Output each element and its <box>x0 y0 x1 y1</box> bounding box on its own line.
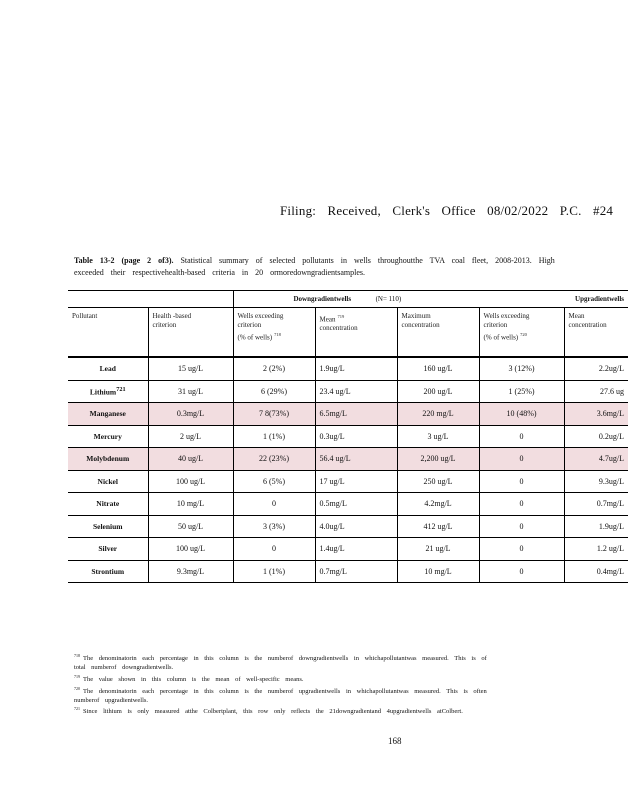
footnote-number: 720 <box>74 685 80 691</box>
cell-wells-exceeding: 7 8(73%) <box>233 403 315 426</box>
cell-maximum: 10 mg/L <box>397 560 479 583</box>
table-row <box>68 357 628 380</box>
caption-line-1: Statistical summary of selected pollutants in wells throughoutthe TVA coal fleet, 2008-2013. High <box>180 256 555 265</box>
cell-criterion: 10 mg/L <box>148 493 233 516</box>
footnote-line <box>74 705 618 717</box>
footnotes <box>74 652 618 717</box>
cell-up-mean: 0.4mg/L <box>564 560 628 583</box>
cell-up-mean: 27.6 ug <box>564 380 628 403</box>
footnote-ref: 720 <box>520 332 527 337</box>
footnote-ref: 718 <box>274 332 281 337</box>
footnote-line <box>74 673 618 685</box>
cell-up-wells-exceeding: 0 <box>479 560 564 583</box>
cell-up-wells-exceeding: 0 <box>479 515 564 538</box>
footnote-text: The denominatorin each percentage in this column is the numberof upgradientwells in whichapollutantwas measured. This is often <box>83 687 487 695</box>
cell-maximum: 220 mg/L <box>397 403 479 426</box>
header-up-wells-exceeding: Wells exceeding criterion (% of wells) $^{720}$ <box>479 308 564 358</box>
footnote-ref: 719 <box>337 314 345 319</box>
cell-mean: 6.5mg/L <box>315 403 397 426</box>
cell-wells-exceeding: 22 (23%) <box>233 448 315 471</box>
cell-up-mean: 0.7mg/L <box>564 493 628 516</box>
footnote-line <box>74 652 618 664</box>
table-row <box>68 493 628 516</box>
header-maximum: Maximum concentration <box>397 308 479 358</box>
upgradient-label: Upgradientwells <box>575 295 625 303</box>
cell-up-mean: 1.9ug/L <box>564 515 628 538</box>
cell-up-wells-exceeding: 3 (12%) <box>479 357 564 380</box>
cell-pollutant: Lead <box>68 357 148 380</box>
footnote-number: 718 <box>74 653 80 658</box>
header-up-mean: Mean concentration <box>564 308 628 358</box>
cell-criterion: 31 ug/L <box>148 380 233 403</box>
cell-mean: 23.4 ug/L <box>315 380 397 403</box>
cell-maximum: 21 ug/L <box>397 538 479 561</box>
pollutant-table <box>68 290 628 583</box>
header-pollutant: Pollutant <box>68 308 148 358</box>
cell-wells-exceeding: 3 (3%) <box>233 515 315 538</box>
footnote-line <box>74 697 618 706</box>
cell-pollutant: Strontium <box>68 560 148 583</box>
cell-wells-exceeding: 0 <box>233 493 315 516</box>
table-body <box>68 357 628 583</box>
cell-criterion: 0.3mg/L <box>148 403 233 426</box>
cell-up-wells-exceeding: 0 <box>479 448 564 471</box>
downgradient-label: Downgradientwells <box>293 295 352 303</box>
cell-criterion: 9.3mg/L <box>148 560 233 583</box>
cell-maximum: 2,200 ug/L <box>397 448 479 471</box>
cell-up-mean: 9.3ug/L <box>564 470 628 493</box>
cell-wells-exceeding: 1 (1%) <box>233 560 315 583</box>
cell-maximum: 3 ug/L <box>397 425 479 448</box>
downgradient-group-header <box>233 291 479 308</box>
cell-maximum: 250 ug/L <box>397 470 479 493</box>
cell-maximum: 412 ug/L <box>397 515 479 538</box>
cell-up-wells-exceeding: 1 (25%) <box>479 380 564 403</box>
cell-up-wells-exceeding: 0 <box>479 538 564 561</box>
cell-wells-exceeding: 6 (5%) <box>233 470 315 493</box>
cell-maximum: 4.2mg/L <box>397 493 479 516</box>
cell-up-mean: 4.7ug/L <box>564 448 628 471</box>
cell-pollutant: Selenium <box>68 515 148 538</box>
cell-up-mean: 1.2 ug/L <box>564 538 628 561</box>
footnote-ref: 721 <box>116 386 126 393</box>
header-wells-exceeding: Wells exceeding criterion (% of wells) $^{718}$ <box>233 308 315 358</box>
cell-mean: 1.4ug/L <box>315 538 397 561</box>
footnote-line <box>74 685 618 697</box>
footnote-line <box>74 664 618 673</box>
header-criterion: Health -based criterion <box>148 308 233 358</box>
table-caption <box>74 255 618 279</box>
cell-pollutant: Manganese <box>68 403 148 426</box>
caption-line-2: exceeded their respectivehealth-based criteria in 20 ormoredowngradientsamples. <box>74 268 365 277</box>
cell-mean: 56.4 ug/L <box>315 448 397 471</box>
cell-up-mean: 2.2ug/L <box>564 357 628 380</box>
cell-up-wells-exceeding: 0 <box>479 425 564 448</box>
footnote-text: The value shown in this column is the mean of well-specific means. <box>83 675 304 683</box>
column-header-row <box>68 308 628 358</box>
header-mean: Mean $^{719}$ concentration <box>315 308 397 358</box>
cell-up-mean: 3.6mg/L <box>564 403 628 426</box>
footnote-text: numberof upgradientwells. <box>74 696 149 704</box>
cell-pollutant: Mercury <box>68 425 148 448</box>
footnote-number: 721 <box>74 706 80 712</box>
table-row <box>68 425 628 448</box>
cell-criterion: 15 ug/L <box>148 357 233 380</box>
table-row <box>68 515 628 538</box>
cell-pollutant: Silver <box>68 538 148 561</box>
cell-wells-exceeding: 0 <box>233 538 315 561</box>
cell-up-wells-exceeding: 0 <box>479 470 564 493</box>
cell-up-wells-exceeding: 10 (48%) <box>479 403 564 426</box>
footnote-text: Since lithium is only measured atthe Colbertplant, this row only reflects the 21downgradientand 4upgradientwells atColbert. <box>83 708 463 716</box>
cell-criterion: 40 ug/L <box>148 448 233 471</box>
cell-wells-exceeding: 6 (29%) <box>233 380 315 403</box>
table-row <box>68 538 628 561</box>
cell-criterion: 50 ug/L <box>148 515 233 538</box>
footnote-text: total numberof downgradientwells. <box>74 663 174 671</box>
group-header-row <box>68 291 628 308</box>
table-row <box>68 470 628 493</box>
cell-maximum: 160 ug/L <box>397 357 479 380</box>
cell-pollutant: Nitrate <box>68 493 148 516</box>
cell-criterion: 2 ug/L <box>148 425 233 448</box>
cell-mean: 0.7mg/L <box>315 560 397 583</box>
caption-title: Table 13-2 (page 2 of3). <box>74 256 174 265</box>
cell-mean: 1.9ug/L <box>315 357 397 380</box>
table-row <box>68 448 628 471</box>
filing-stamp: Filing: Received, Clerk's Office 08/02/2022 P.C. #24 <box>280 203 614 218</box>
table-row <box>68 380 628 403</box>
upgradient-group-header <box>479 291 628 308</box>
cell-pollutant: Nickel <box>68 470 148 493</box>
cell-wells-exceeding: 2 (2%) <box>233 357 315 380</box>
cell-up-wells-exceeding: 0 <box>479 493 564 516</box>
cell-wells-exceeding: 1 (1%) <box>233 425 315 448</box>
cell-mean: 0.3ug/L <box>315 425 397 448</box>
footnote-number: 719 <box>74 673 80 679</box>
cell-mean: 4.0ug/L <box>315 515 397 538</box>
cell-pollutant: Lithium$^{721}$ <box>68 380 148 403</box>
pollutant-table-wrapper <box>68 290 625 576</box>
cell-maximum: 200 ug/L <box>397 380 479 403</box>
cell-criterion: 100 ug/L <box>148 470 233 493</box>
cell-up-mean: 0.2ug/L <box>564 425 628 448</box>
cell-mean: 17 ug/L <box>315 470 397 493</box>
page-number: 168 <box>388 736 402 746</box>
cell-criterion: 100 ug/L <box>148 538 233 561</box>
table-row <box>68 560 628 583</box>
downgradient-count: (N= 110) <box>375 295 402 303</box>
footnote-text: The denominatorin each percentage in this column is the numberof downgradientwells in whichapollutantwas measured. This is of <box>83 655 487 663</box>
cell-pollutant: Molybdenum <box>68 448 148 471</box>
table-row <box>68 403 628 426</box>
cell-mean: 0.5mg/L <box>315 493 397 516</box>
